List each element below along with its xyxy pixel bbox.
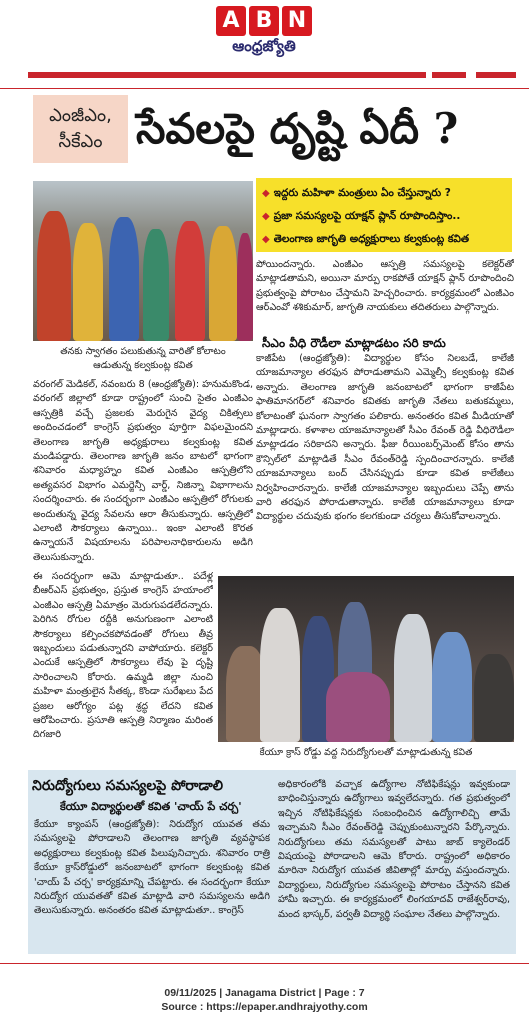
photo1-caption bbox=[33, 345, 253, 373]
photo1-caption-line-1: తనకు స్వాగతం పలుకుతున్న వారితో కోలాటం bbox=[60, 346, 226, 357]
article-paragraph: కాజీపేట (ఆంధ్రజ్యోతి): విద్యార్థుల కోసం నిలబడే, కాలేజీ యాజమాన్యాల తరఫున పోరాడుతామని ఎమ్మెల్సీ కల్వకుంట్ల కవిత అన్నారు. తెలంగాణ జాగృతి జనంబాటలో భాగంగా కాజీపేట ఫాతిమానగర్‌లో శనివారం కవితకు జాగృతి నేతలు బతుకమ్మలు, కోలాటంతో ఘనంగా స్వాగతం పలికారు. అనంతరం కవిత మీడియాతో మాట్లాడారు. కళాశాల యాజమాన్యాలతో సీఎం రేవంత్ రెడ్డి వీధిరౌడీలా మాట్లాడడం సరికాదని అన్నారు. ఫీజు రీయింబర్స్‌మెంట్ కోసం తాను కౌన్సిల్‌లో మాట్లాడితే సీఎం రేవంత్‌రెడ్డి స్పందించారన్నారు. కాలేజీ యాజమాన్యాలు బంద్ చేసినప్పుడు కూడా కవిత కాలేజీలు నిర్వహించారన్నారు. కాలేజీ యాజమాన్యాల ఇబ్బందులు చెప్పే తాను వారి తరఫున పోరాడుతాన్నారు. కాలేజీ యాజమాన్యాలు కూడా విద్యార్థుల చదువుకు భంగం కలగకుండా చర్యలు తీసుకోవాలన్నారు. bbox=[256, 353, 514, 523]
article-column-right-mid bbox=[256, 352, 514, 570]
kicker-line-1: ఎంజీఎం, bbox=[49, 105, 112, 126]
article-paragraph: వరంగల్ మెడికల్, నవంబరు 8 (ఆంధ్రజ్యోతి): హనుమకొండ, వరంగల్ జిల్లాలో కూడా రాష్ట్రంలో సుంచి సైతం ఎంజీఎం ఆస్పత్రికి వచ్చే ప్రజలకు మెరుగైన వైద్య చికిత్సలు అందించడంలో కాంగ్రెస్ ప్రభుత్వం పూర్తిగా విఫలమైందని తెలంగాణ జాగృతి అధ్యక్షురాలు కల్వకుంట్ల కవిత మండిపడ్డారు. తెలంగాణ జాగృతి జనం బాటలో భాగంగా శనివారం మధ్యాహ్నం కవిత ఎంజీఎం ఆస్పత్రిలోని అత్యవసర విభాగం ఎమర్జెన్సీ వార్డ్, నిజిన్నా విభాగాలను సందర్శించారు. ఈ సందర్భంగా ఎంజీఎం ఆస్పత్రిలో రోగులకు అందుతున్న వైద్య సేవలను ఆరా తీసుకున్నారు. ఆస్పత్రిలో ఎలాంటి సౌకర్యాలు ఉన్నాయి.. ఇంకా ఎలాంటి కొరత ఉన్నాయనే విషయాలను పరిపాలనాధికారులను అడిగి తెలుసుకున్నారు. bbox=[33, 379, 253, 563]
masthead bbox=[0, 0, 529, 70]
logo-wordmark: ఆంధ్రజ్యోతి bbox=[232, 37, 296, 55]
logo-letter-n: N bbox=[282, 6, 312, 36]
article-paragraph: ఈ సందర్భంగా ఆమె మాట్లాడుతూ.. పదేళ్ల బీఆర్ఎస్ ప్రభుత్వం, ప్రస్తుత కాంగ్రెస్ హయాంలో ఎంజీఎం ఆస్పత్రి ఏమాత్రం మెరుగుపడలేదన్నారు. పెరిగిన రోగుల రద్దీకి అనుగుణంగా ఎలాంటి సౌకర్యాలు కల్పించకపోవడంతో రోగులు తీవ్ర ఇబ్బందులు పడుతున్నారని వాపోయారు. కలెక్టర్ ఎందుకే ఆస్పత్రిలో సౌకర్యాలు లేవు పై దృష్టి సారించాలని కోరారు. ఉమ్మడి జిల్లా నుంచి మహిళా మంత్రులైన సీతక్క, కొండా సురేఖలు పేద ప్రజల ఆరోగ్యం పట్ల శ్రద్ధ లేదని కవిత ఆరోపించారు. ప్రసూతి ఆస్పత్రి నిర్మాణం మరింత దిగజారి bbox=[33, 571, 213, 741]
bullet-icon: ◆ bbox=[262, 234, 270, 245]
deck-text: ఇద్దరు మహిళా మంత్రులు ఏం చేస్తున్నారు ? bbox=[273, 187, 451, 199]
header-divider bbox=[0, 88, 529, 89]
abn-logo[interactable] bbox=[193, 6, 335, 40]
panel-column-right bbox=[278, 778, 510, 950]
photo-chai-pe-charcha[interactable] bbox=[218, 576, 514, 742]
panel-paragraph: అధికారంలోకి వచ్చాక ఉద్యోగాల నోటిఫికేషన్లు ఇవ్వకుండా బాధించిస్తున్నారు ఉద్యోగాలు ఇవ్వలేదన్నారు. గత ప్రభుత్వంలో ఇచ్చిన నోటిఫికేషన్లకు సంబంధించిన ఉద్యోగాలిచ్చి తామే ఇచ్చామని సీఎం రేవంత్‌రెడ్డి చెప్పుకుంటున్నారని పేర్కొన్నారు. నిరుద్యోగులు తమ సమస్యలతో పాటు జాబ్ క్యాలెండర్ విషయంపై పోరాడాలని ఆమె కోరారు. రాష్ట్రంలో అధికారం మారినా నిరుద్యోగ యువత జీవితాల్లో మార్పు వస్తుందన్నారు. విద్యార్థులు, నిరుద్యోగుల సమస్యలపై పోరాటం చేస్తానని కవిత హామీ ఇచ్చారు. ఈ కార్యక్రమంలో లింగయాదవ్ రాజేశ్వర్‌రావు, మంద భాస్కర్, పర్వతీ విద్యార్థి సంఘాల నేతలు పాల్గొన్నారు. bbox=[278, 779, 510, 920]
footer bbox=[0, 986, 529, 1014]
article-paragraph: పోయిందన్నారు. ఎంజీఎం ఆస్పత్రి సమస్యలపై కలెక్టర్‌తో మాట్లాడతామని, అయినా మార్పు రాకపోతే యాక్షన్ ప్లాన్ రూపొందించి ప్రభుత్వంపై పోరాటం చేస్తామని హెచ్చరించారు. కార్యక్రమంలో ఎంజీఎం ఆర్ఎంవో శశికుమార్, జాగృతి నాయకులు తదితరులు పాల్గొన్నారు. bbox=[256, 259, 514, 314]
header-rule-right bbox=[476, 72, 516, 78]
logo-letter-b: B bbox=[249, 6, 279, 36]
header-rule-mid bbox=[432, 72, 466, 78]
deck-item bbox=[262, 205, 506, 228]
subhead-right: సీఎం వీధి రౌడీలా మాట్లాడటం సరి కాదు bbox=[262, 336, 446, 350]
footer-source-link[interactable]: Source : https://epaper.andhrajyothy.com bbox=[161, 1001, 368, 1013]
deck-text: తెలంగాణ జాగృతి అధ్యక్షురాలు కల్వకుంట్ల కవిత bbox=[273, 233, 469, 245]
bullet-icon: ◆ bbox=[262, 211, 270, 222]
panel-subtitle: కేయూ విద్యార్థులతో కవిత 'చాయ్ పే చర్చ' bbox=[60, 800, 242, 813]
deck-box bbox=[256, 178, 512, 252]
header-rule-left bbox=[28, 72, 426, 78]
article-column-left bbox=[33, 378, 253, 566]
footer-date-line: 09/11/2025 | Janagama District | Page : 7 bbox=[164, 987, 365, 999]
article-column-left-2 bbox=[33, 570, 213, 758]
deck-text: ప్రజా సమస్యలపై యాక్షన్ ప్లాన్ రూపొందిస్తాం.. bbox=[273, 210, 461, 222]
article-column-right-top bbox=[256, 258, 514, 330]
deck-item bbox=[262, 182, 506, 205]
panel-paragraph: కేయూ క్యాంపస్ (ఆంధ్రజ్యోతి): నిరుద్యోగ యువత తమ సమస్యలపై పోరాడాలని తెలంగాణ జాగృతి వ్యవస్థాపక అధ్యక్షురాలు కల్వకుంట్ల కవిత పిలుపునిచ్చారు. శనివారం రాత్రి కేయూ క్రాస్‌రోడ్డులో జనంబాటలో భాగంగా కల్వకుంట్ల కవిత 'చాయ్ పే చర్చ' కార్యక్రమాన్ని చేపట్టారు. ఈ సందర్భంగా కేయూ నిరుద్యోగ యువతతో కవిత మాట్లాడి వారి సమస్యలను అడిగి తెలుసుకున్నారు. అనంతరం కవిత మాట్లాడుతూ.. కాంగ్రెస్ bbox=[34, 819, 270, 917]
kicker-line-2: సీకేఎం bbox=[58, 131, 103, 152]
panel-title: నిరుద్యోగులు సమస్యలపై పోరాడాలి bbox=[32, 778, 224, 794]
photo1-caption-line-2: ఆడుతున్న కల్వకుంట్ల కవిత bbox=[93, 360, 193, 371]
headline: సేవలపై దృష్టి ఏదీ ? bbox=[136, 104, 459, 153]
bullet-icon: ◆ bbox=[262, 188, 270, 199]
logo-letter-a: A bbox=[216, 6, 246, 36]
kicker-box bbox=[33, 95, 128, 163]
panel-column-left bbox=[34, 818, 270, 950]
deck-item bbox=[262, 228, 506, 251]
photo2-caption: కేయూ క్రాస్ రోడ్డు వద్ద నిరుద్యోగులతో మాట్లాడుతున్న కవిత bbox=[259, 747, 473, 758]
photo-kolatam[interactable] bbox=[33, 181, 253, 341]
footer-divider bbox=[0, 963, 529, 964]
